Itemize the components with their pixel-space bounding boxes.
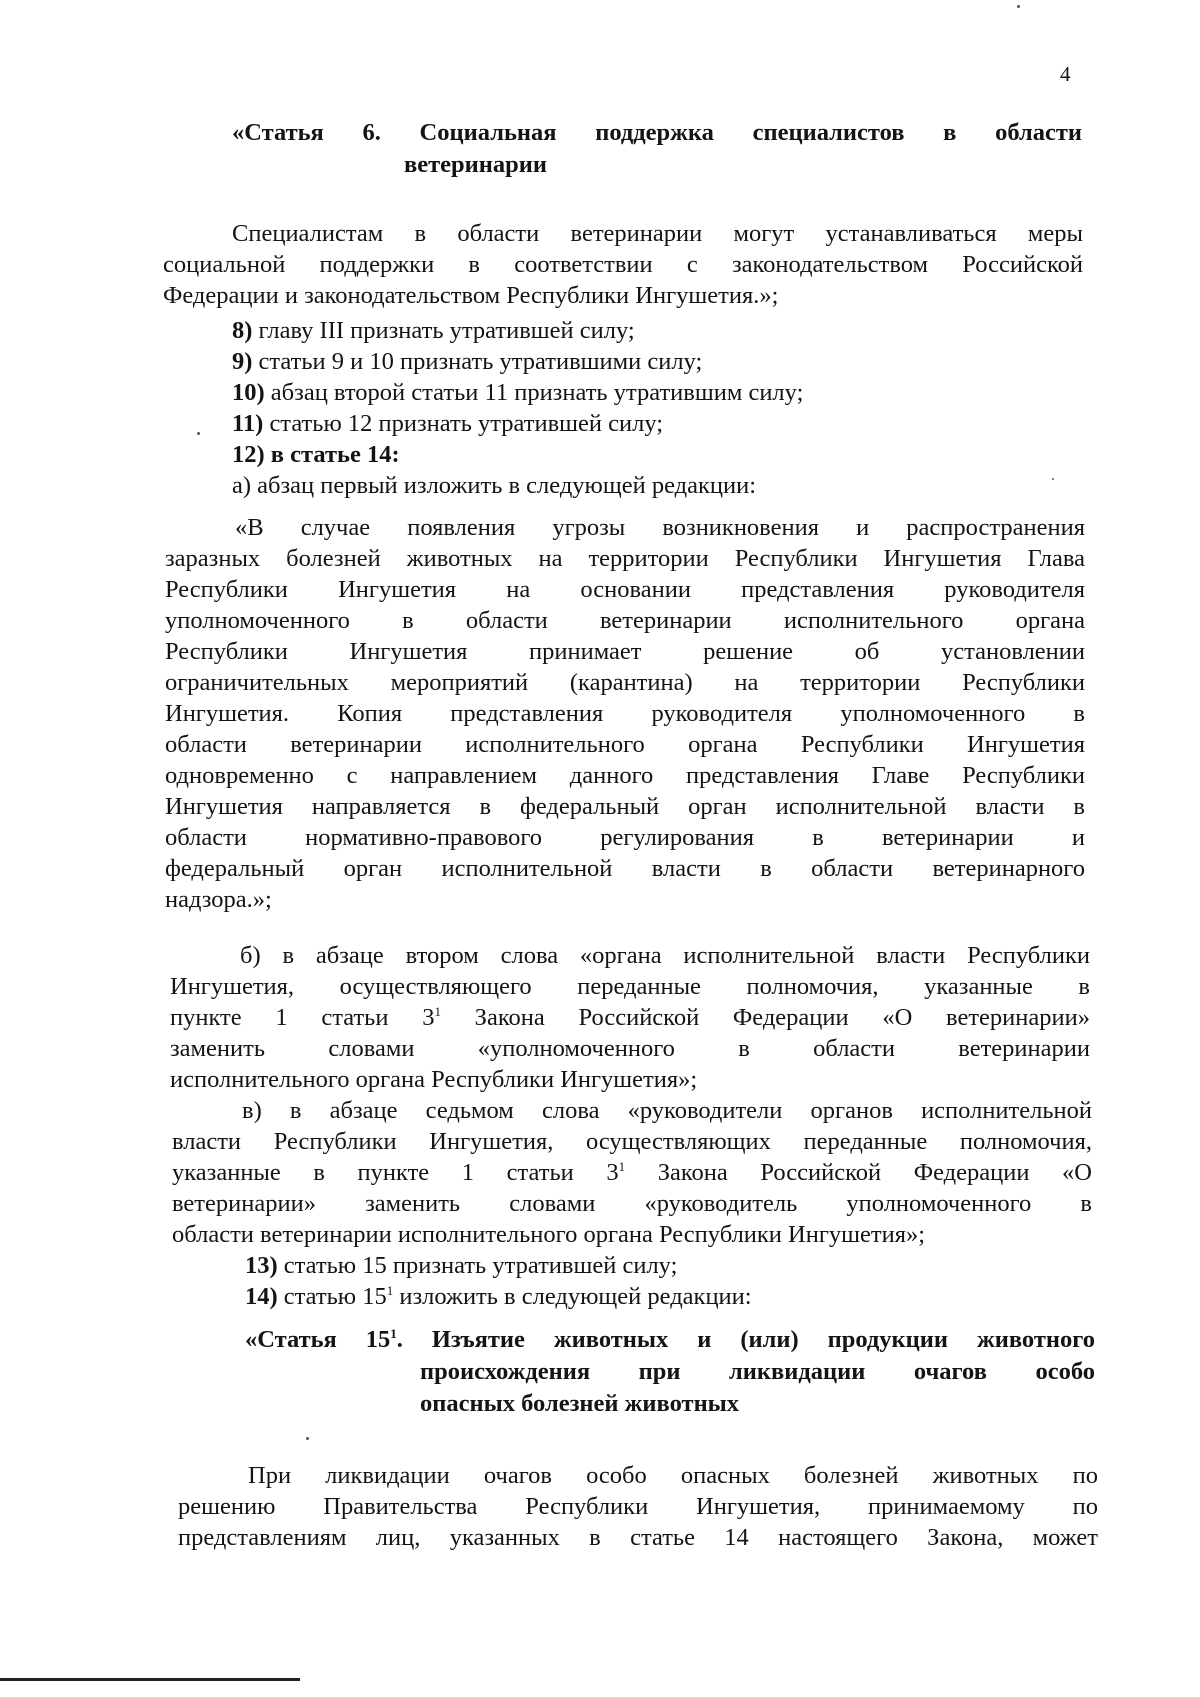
v-line: ветеринарии» заменить словами «руководитель уполномоченного в: [172, 1190, 1092, 1217]
amendment-v: [172, 1095, 1092, 1250]
article-15-1-heading-line-2-wrap: [420, 1357, 1095, 1387]
quote-line: Республики Ингушетия принимает решение об установлении: [165, 638, 1085, 665]
quoted-amendment-a: [165, 512, 1085, 915]
page-number: 4: [1060, 62, 1071, 86]
v-line: указанные в пункте 1 статьи $3^1$ Закона Российской Федерации «О: [172, 1158, 1092, 1186]
amendment-b: [170, 940, 1090, 1095]
paragraph-liquidation: [178, 1460, 1098, 1553]
v-line: власти Республики Ингушетия, осуществляющих переданные полномочия,: [172, 1128, 1092, 1155]
quote-line: Ингушетия. Копия представления руководителя уполномоченного в: [165, 700, 1085, 727]
scan-edge-line: [0, 1678, 300, 1681]
scan-speck: [1017, 5, 1020, 8]
final-line: решению Правительства Республики Ингушетия, принимаемому по: [178, 1493, 1098, 1520]
paragraph-line: Специалистам в области ветеринарии могут устанавливаться меры: [232, 220, 1083, 247]
paragraph-social-support: [163, 218, 1083, 311]
list-item: 8) главу III признать утратившей силу;: [232, 317, 635, 344]
final-line: представлениям лиц, указанных в статье 14 настоящего Закона, может: [178, 1524, 1098, 1551]
list-item: 13) статью 15 признать утратившей силу;: [245, 1252, 678, 1279]
b-line: Ингушетия, осуществляющего переданные полномочия, указанные в: [170, 973, 1090, 1000]
b-line: заменить словами «уполномоченного в области ветеринарии: [170, 1035, 1090, 1062]
article-6-heading: [232, 118, 1082, 148]
amendment-items: [232, 315, 1092, 501]
article-15-1-heading-line-3: опасных болезней животных: [420, 1390, 740, 1417]
quote-line: области ветеринарии исполнительного органа Республики Ингушетия: [165, 731, 1085, 758]
v-line: области ветеринарии исполнительного органа Республики Ингушетия»;: [172, 1221, 926, 1248]
quote-line: заразных болезней животных на территории Республики Ингушетия Глава: [165, 545, 1085, 572]
article-6-heading-line-2: ветеринарии: [404, 151, 547, 178]
quote-line: ограничительных мероприятий (карантина) на территории Республики: [165, 669, 1085, 696]
quote-line: Ингушетия направляется в федеральный орган исполнительной власти в: [165, 793, 1085, 820]
scan-speck: [1052, 478, 1054, 480]
list-item: 10) абзац второй статьи 11 признать утратившим силу;: [232, 379, 804, 406]
final-line: При ликвидации очагов особо опасных болезней животных по: [248, 1462, 1098, 1489]
list-item: 11) статью 12 признать утратившей силу;: [232, 410, 664, 437]
list-item: 12) в статье 14:: [232, 441, 400, 468]
article-6-heading-line-1: «Статья 6. Социальная поддержка специалистов в области: [232, 119, 1082, 146]
scan-speck: [306, 1437, 309, 1440]
b-line: исполнительного органа Республики Ингушетия»;: [170, 1066, 698, 1093]
b-line: б) в абзаце втором слова «органа исполнительной власти Республики: [240, 942, 1090, 969]
article-15-1-heading-line-2: происхождения при ликвидации очагов особо: [420, 1358, 1095, 1385]
quote-line: надзора.»;: [165, 886, 272, 913]
v-line: в) в абзаце седьмом слова «руководители органов исполнительной: [242, 1097, 1092, 1124]
quote-line: федеральный орган исполнительной власти в области ветеринарного: [165, 855, 1085, 882]
quote-line: Республики Ингушетия на основании представления руководителя: [165, 576, 1085, 603]
quote-line: уполномоченного в области ветеринарии исполнительного органа: [165, 607, 1085, 634]
article-15-1-heading-line-1: «Статья $15^1$. Изъятие животных и (или) продукции животного: [245, 1325, 1095, 1353]
list-item: 14) статью $15^1$ изложить в следующей редакции:: [245, 1282, 752, 1310]
scan-speck: [197, 432, 200, 435]
list-item-a-intro: а) абзац первый изложить в следующей редакции:: [232, 472, 757, 499]
paragraph-line: Федерации и законодательством Республики Ингушетия.»;: [163, 282, 779, 309]
quote-line: «В случае появления угрозы возникновения и распространения: [235, 514, 1085, 541]
quote-line: области нормативно-правового регулирования в ветеринарии и: [165, 824, 1085, 851]
b-line: пункте 1 статьи $3^1$ Закона Российской Федерации «О ветеринарии»: [170, 1003, 1090, 1031]
article-15-1-heading: [245, 1325, 1095, 1355]
list-item: 9) статьи 9 и 10 признать утратившими силу;: [232, 348, 703, 375]
quote-line: одновременно с направлением данного представления Главе Республики: [165, 762, 1085, 789]
amendment-items-13-14: [245, 1250, 1095, 1312]
paragraph-line: социальной поддержки в соответствии с законодательством Российской: [163, 251, 1083, 278]
